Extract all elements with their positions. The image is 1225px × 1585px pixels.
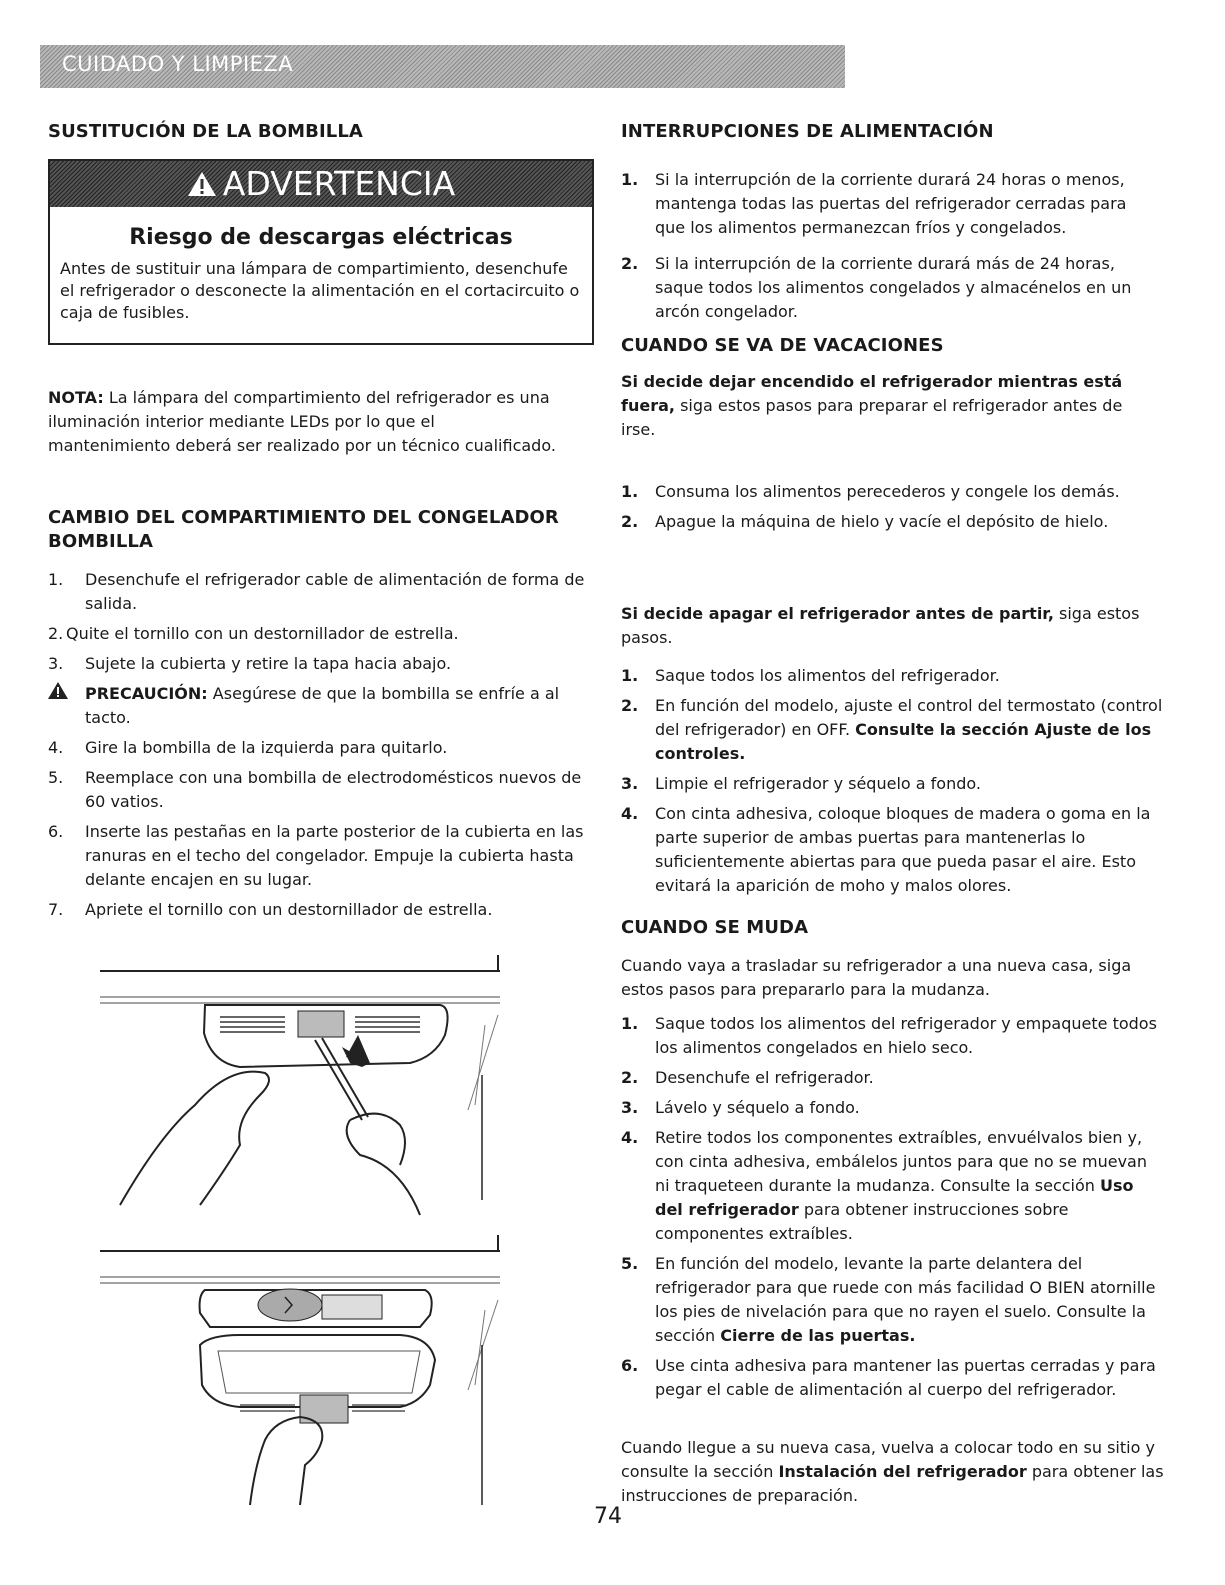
list-item: 1. Desenchufe el refrigerador cable de alimentación de forma de salida.: [48, 570, 585, 613]
list-item: 5. En función del modelo, levante la parte delantera del refrigerador para que ruede con más facilidad O BIEN atornille los pies de nivelación para que no rayen el suelo. Consulte la sección Cierre de las puertas.: [621, 1254, 1156, 1345]
vacation-off-bold: Si decide apagar el refrigerador antes de partir,: [621, 604, 1054, 623]
note-paragraph: [48, 386, 558, 458]
list-item: 6. Use cinta adhesiva para mantener las puertas cerradas y para pegar el cable de alimentación al cuerpo del refrigerador.: [621, 1356, 1156, 1399]
warning-text: Antes de sustituir una lámpara de compartimiento, desenchufe el refrigerador o desconecte la alimentación en el cortacircuito o caja de fusibles.: [60, 259, 580, 322]
vacation-on-bold: Si decide dejar encendido el refrigerador mientras está fuera,: [621, 372, 1123, 415]
moving-steps-list: [621, 1012, 1166, 1402]
list-item: 2. Apague la máquina de hielo y vacíe el depósito de hielo.: [621, 512, 1109, 531]
list-item: 1. Consuma los alimentos perecederos y congele los demás.: [621, 482, 1120, 501]
list-item: 4. Retire todos los componentes extraíbles, envuélvalos bien y, con cinta adhesiva, embálelos juntos para que no se muevan ni traqueteen durante la mudanza. Consulte la sección Uso del refrigerador para obtener instrucciones sobre componentes extraíbles.: [621, 1128, 1147, 1243]
warning-triangle-icon: [187, 163, 217, 209]
list-item: 3. Sujete la cubierta y retire la tapa hacia abajo.: [48, 654, 452, 673]
warning-subtitle: Riesgo de descargas eléctricas: [129, 225, 513, 250]
heading-freezer-line1: CAMBIO DEL COMPARTIMIENTO DEL CONGELADOR: [48, 507, 559, 528]
power-steps-list: [621, 168, 1156, 324]
list-item: 2. Quite el tornillo con un destornillador de estrella.: [48, 624, 459, 643]
caution-label: PRECAUCIÓN:: [85, 684, 208, 703]
list-item: 5. Reemplace con una bombilla de electrodomésticos nuevos de 60 vatios.: [48, 768, 582, 811]
list-item: 7. Apriete el tornillo con un destornillador de estrella.: [48, 900, 493, 919]
list-item: 4. Gire la bombilla de la izquierda para quitarlo.: [48, 738, 448, 757]
list-item: 3. Limpie el refrigerador y séquelo a fondo.: [621, 774, 981, 793]
heading-vacation: CUANDO SE VA DE VACACIONES: [621, 335, 944, 356]
vacation-off-paragraph: [621, 602, 1161, 650]
warning-title: ADVERTENCIA: [222, 164, 456, 203]
caution-text: Asegúrese de que la bombilla se enfríe a al tacto.: [85, 684, 560, 727]
caution-icon: [48, 682, 68, 706]
heading-freezer-bulb: [48, 506, 603, 554]
vacation-off-steps: [621, 664, 1166, 898]
moving-outro: Cuando llegue a su nueva casa, vuelva a colocar todo en su sitio y consulte la sección Instalación del refrigerador para obtener las instrucciones de preparación.: [621, 1438, 1164, 1505]
heading-freezer-line2: BOMBILLA: [48, 531, 154, 552]
list-item: 2. Desenchufe el refrigerador.: [621, 1068, 874, 1087]
moving-intro: Cuando vaya a trasladar su refrigerador a una nueva casa, siga estos pasos para prepararlo para la mudanza.: [621, 956, 1132, 999]
heading-bulb-replacement: SUSTITUCIÓN DE LA BOMBILLA: [48, 121, 363, 142]
vacation-off-text: siga estos pasos.: [621, 604, 1140, 647]
vacation-on-steps: [621, 480, 1156, 534]
list-item: 2. Si la interrupción de la corriente durará más de 24 horas, saque todos los alimentos congelados y almacénelos en un arcón congelador.: [621, 254, 1132, 321]
list-item: 4. Con cinta adhesiva, coloque bloques de madera o goma en la parte superior de ambas puertas para mantenerlas lo suficientemente abiertas para que pueda pasar el aire. Esto evitará la aparición de moho y malos olores.: [621, 804, 1151, 895]
note-label: NOTA:: [48, 388, 104, 407]
vacation-on-text: siga estos pasos para preparar el refrigerador antes de irse.: [621, 396, 1123, 439]
heading-power-interruptions: INTERRUPCIONES DE ALIMENTACIÓN: [621, 121, 994, 142]
list-item: 1. Saque todos los alimentos del refrigerador y empaquete todos los alimentos congelados en hielo seco.: [621, 1014, 1157, 1057]
page-number: 74: [594, 1504, 622, 1529]
warning-box: [48, 159, 594, 345]
list-item: 2. En función del modelo, ajuste el control del termostato (control del refrigerador) en OFF. Consulte la sección Ajuste de los controles.: [621, 696, 1163, 763]
freezer-steps-list: [48, 568, 603, 922]
list-item: 6. Inserte las pestañas en la parte posterior de la cubierta en las ranuras en el techo del congelador. Empuje la cubierta hasta delante encajen en su lugar.: [48, 822, 584, 889]
section-banner-title: CUIDADO Y LIMPIEZA: [62, 52, 294, 76]
illustration-replace-bulb: [100, 1235, 510, 1514]
heading-moving: CUANDO SE MUDA: [621, 917, 809, 938]
list-item: 3. Lávelo y séquelo a fondo.: [621, 1098, 860, 1117]
caution-item: [48, 682, 603, 730]
vacation-on-paragraph: [621, 370, 1161, 442]
warning-header: [50, 161, 592, 207]
list-item: 1. Saque todos los alimentos del refrigerador.: [621, 666, 1000, 685]
illustration-remove-screw: [100, 955, 510, 1229]
list-item: 1. Si la interrupción de la corriente durará 24 horas o menos, mantenga todas las puertas del refrigerador cerradas para que los alimentos permanezcan fríos y congelados.: [621, 170, 1127, 237]
note-text: La lámpara del compartimiento del refrigerador es una iluminación interior mediante LEDs por lo que el mantenimiento deberá ser realizado por un técnico cualificado.: [48, 388, 556, 455]
section-banner: [40, 45, 845, 88]
